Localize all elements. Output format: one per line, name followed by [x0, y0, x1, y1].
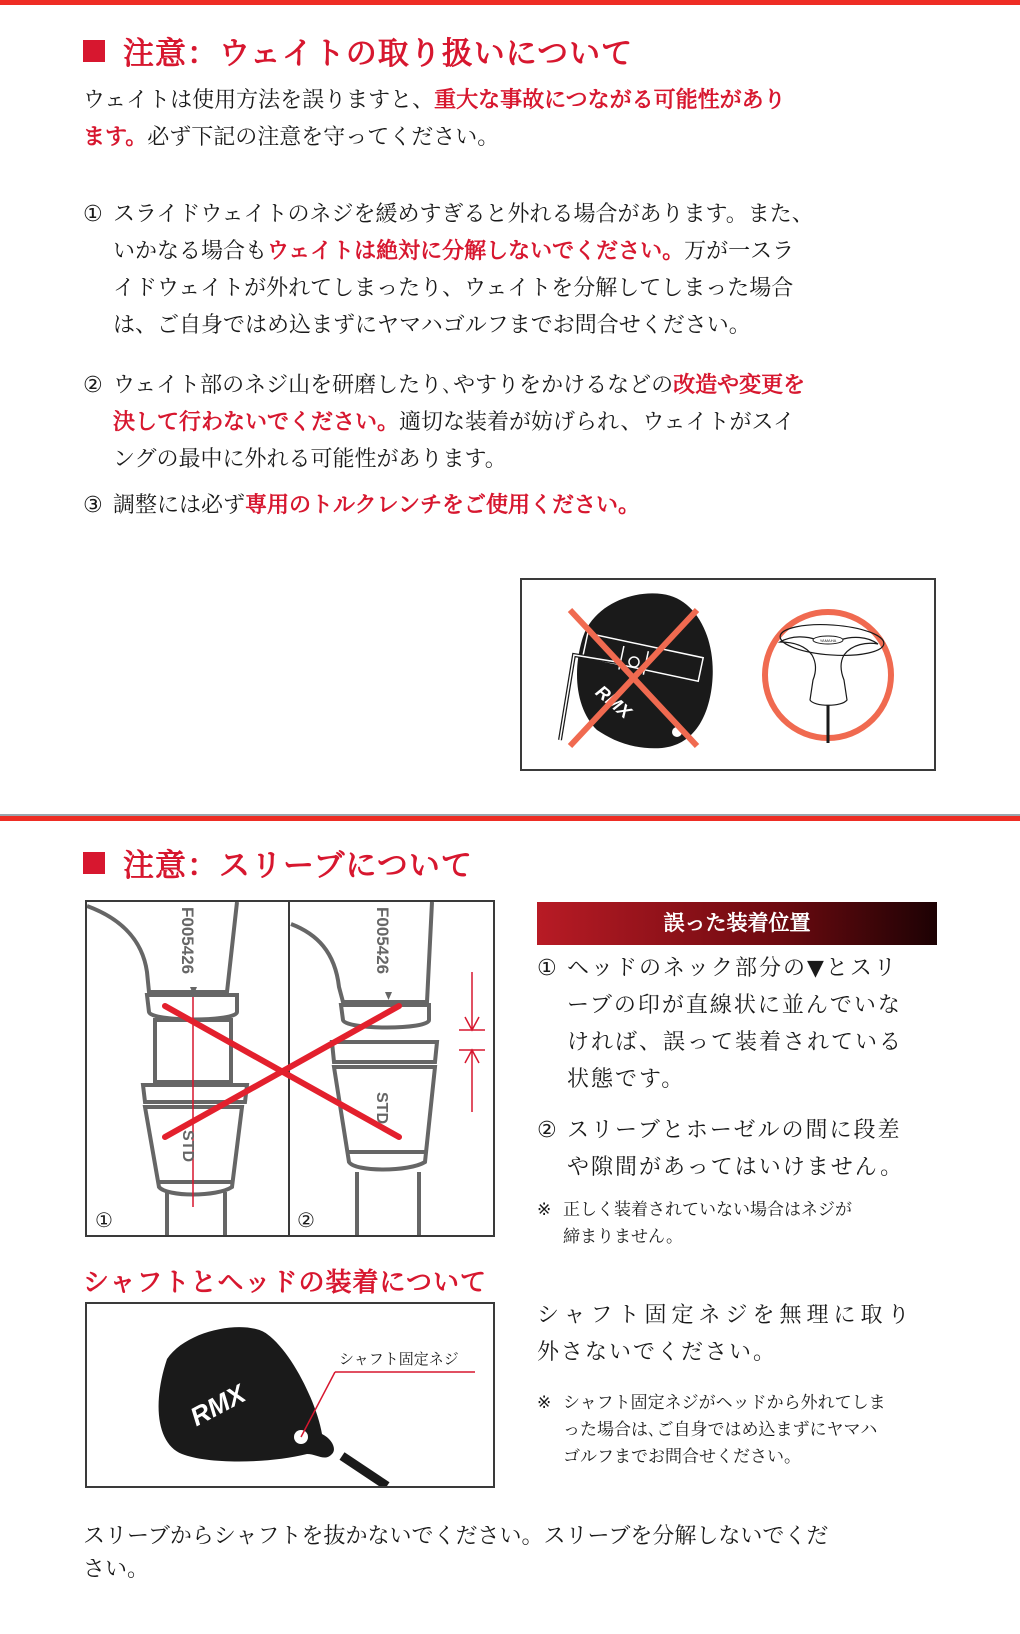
torque-wrench-icon — [765, 612, 891, 743]
note-text: った場合は､ご自身ではめ込まずにヤマハ — [563, 1420, 878, 1440]
wrong-position-banner: 誤った装着位置 — [537, 902, 937, 945]
weight-tool-illustration — [522, 580, 934, 769]
item-number: ② — [537, 1118, 559, 1143]
intro-plain-text: ウェイトは使用方法を誤りますと、 — [83, 88, 435, 113]
weight-item-3 — [83, 487, 640, 524]
intro-warning-text: 重大な事故につながる可能性があり — [434, 88, 786, 113]
item-text: ングの最中に外れる可能性があります。 — [113, 447, 507, 472]
svg-text:STD: STD — [179, 1130, 196, 1162]
note-text: シャフト固定ネジがヘッドから外れてしま — [563, 1393, 886, 1413]
item-text: ウェイト部のネジ山を研磨したり､やすりをかけるなどの — [113, 373, 674, 398]
note-text: ゴルフまでお問合せください。 — [563, 1447, 801, 1467]
wrong-position-note — [537, 1197, 852, 1251]
item-text: ければ、誤って装着されている — [567, 1030, 904, 1055]
shaft-head-title: シャフトとヘッドの装着について — [83, 1268, 487, 1298]
intro-plain-text: 必ず下記の注意を守ってください。 — [147, 125, 500, 150]
warning-text: シャフト固定ネジを無理に取り — [537, 1303, 915, 1328]
shaft-screw-warning — [537, 1297, 915, 1371]
wrong-position-item-1 — [537, 950, 903, 1098]
footer-text: さい。 — [83, 1557, 150, 1582]
gap-indicator-icon — [459, 972, 485, 1112]
item-text: ヘッドのネック部分の▼とスリ — [567, 956, 898, 981]
svg-text:YAMAHA: YAMAHA — [819, 638, 837, 643]
weight-tool-figure — [520, 578, 936, 771]
item-number: ① — [83, 202, 103, 227]
svg-text:②: ② — [297, 1208, 315, 1232]
driver-head-illustration — [87, 1304, 493, 1486]
item-text: 状態です。 — [567, 1067, 686, 1092]
item-number: ③ — [83, 493, 103, 518]
note-text: 正しく装着されていない場合はネジが — [563, 1200, 852, 1220]
weight-item-2 — [83, 367, 805, 478]
sleeve-panel-1 — [87, 902, 247, 1235]
shaft-head-figure — [85, 1302, 495, 1488]
item-warning-text: 決して行わないでください。 — [113, 410, 400, 435]
item-text: 調整には必ず — [113, 493, 246, 518]
section-divider — [0, 816, 1020, 821]
note-text: 締まりません。 — [563, 1227, 684, 1247]
shaft-screw-note — [537, 1390, 886, 1471]
svg-text:F005426: F005426 — [178, 907, 197, 975]
sleeve-footer-warning — [83, 1518, 828, 1585]
item-warning-text: 改造や変更を — [673, 373, 806, 398]
item-text: は、ご自身ではめ込まずにヤマハゴルフまでお問合せください。 — [113, 313, 751, 338]
item-text: 万が一スラ — [684, 239, 795, 264]
section-weight-title — [83, 28, 633, 73]
square-bullet-icon — [83, 852, 105, 874]
wrong-position-item-2 — [537, 1112, 904, 1186]
section-title-text: 注意：ウェイトの取り扱いについて — [123, 36, 634, 72]
shaft-screw-callout: シャフト固定ネジ — [339, 1350, 459, 1368]
weight-intro-line1 — [83, 82, 786, 119]
section-sleeve-title — [83, 840, 473, 885]
intro-warning-text: ます。 — [83, 125, 148, 150]
item-number: ② — [83, 373, 103, 398]
item-text: イドウェイトが外れてしまったり、ウェイトを分解してしまった場合 — [113, 276, 794, 301]
item-text: 適切な装着が妨げられ、ウェイトがスイ — [399, 410, 796, 435]
item-number: ① — [537, 956, 559, 981]
warning-text: 外さないでください。 — [537, 1340, 778, 1365]
item-text: スリーブとホーゼルの間に段差 — [567, 1118, 902, 1143]
section-title-text: 注意：スリーブについて — [123, 848, 473, 884]
svg-text:STD: STD — [373, 1092, 390, 1124]
square-bullet-icon — [83, 40, 105, 62]
weight-item-1 — [83, 196, 814, 344]
svg-text:RMX: RMX — [185, 1378, 251, 1432]
item-text: や隙間があってはいけません。 — [567, 1155, 905, 1180]
footer-text: スリーブからシャフトを抜かないでください。スリーブを分解しないでくだ — [83, 1524, 829, 1549]
item-warning-text: 専用のトルクレンチをご使用ください。 — [245, 493, 641, 518]
item-warning-text: ウェイトは絶対に分解しないでください。 — [267, 239, 685, 264]
svg-text:F005426: F005426 — [373, 907, 392, 975]
item-text: いかなる場合も — [113, 239, 268, 264]
note-mark: ※ — [537, 1200, 552, 1220]
sleeve-illustration — [87, 902, 493, 1235]
svg-text:①: ① — [95, 1208, 113, 1232]
item-text: スライドウェイトのネジを緩めすぎると外れる場合があります。また、 — [113, 202, 814, 227]
sleeve-misalignment-diagram — [85, 900, 495, 1237]
note-mark: ※ — [537, 1393, 552, 1413]
weight-intro-line2 — [83, 119, 499, 156]
item-text: ーブの印が直線状に並んでいな — [567, 993, 902, 1018]
top-accent-bar — [0, 0, 1020, 5]
sleeve-panel-2 — [291, 902, 437, 1235]
